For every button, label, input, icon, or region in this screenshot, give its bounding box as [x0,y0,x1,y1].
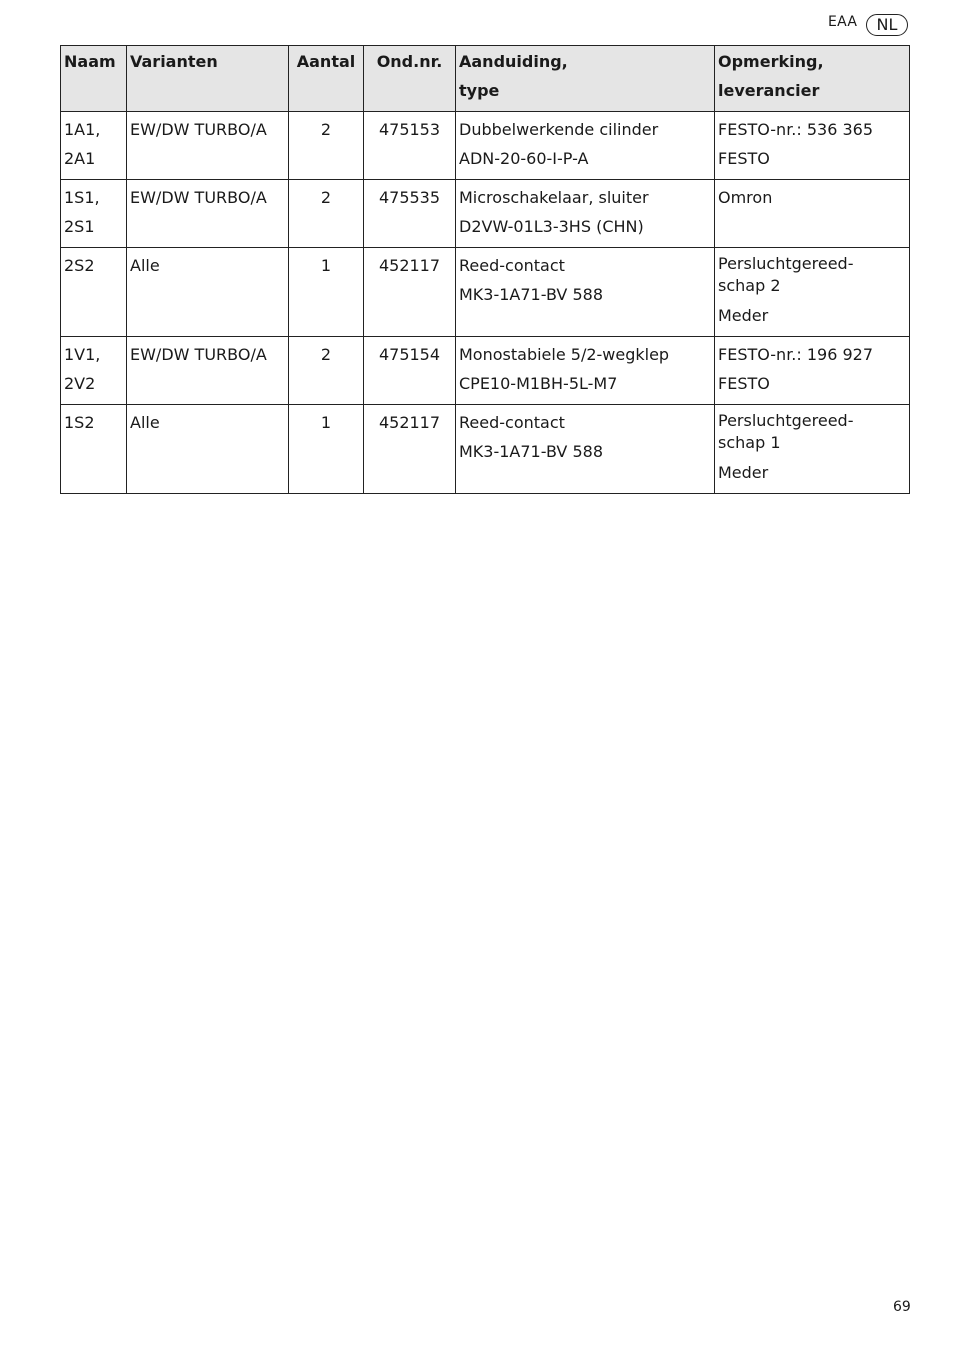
column-header-ondnr: Ond.nr. [364,46,456,112]
cell-aanduiding [456,180,715,248]
column-header-naam: Naam [61,46,127,112]
aanduiding-line2: CPE10-M1BH-5L-M7 [459,374,618,393]
cell-naam: 2S2 [61,248,127,337]
cell-opmerking [715,405,910,494]
cell-opmerking [715,180,910,248]
opmerking-line1 [718,251,906,301]
cell-naam [61,337,127,405]
table-row [61,405,910,494]
naam-line2: 2A1 [64,149,96,168]
aanduiding-line2: D2VW-01L3-3HS (CHN) [459,217,644,236]
column-header-aanduiding [456,46,715,112]
cell-aantal: 1 [289,405,364,494]
cell-naam [61,112,127,180]
opmerking-line2: Meder [718,306,769,325]
aanduiding-line1: Reed-contact [459,256,565,275]
cell-varianten: EW/DW TURBO/A [127,180,289,248]
cell-ondnr: 475153 [364,112,456,180]
cell-aanduiding [456,337,715,405]
cell-ondnr: 452117 [364,248,456,337]
cell-aanduiding [456,248,715,337]
column-header-opmerking-line1: Opmerking, [718,52,824,71]
cell-ondnr: 452117 [364,405,456,494]
cell-aanduiding [456,405,715,494]
cell-ondnr: 475154 [364,337,456,405]
cell-opmerking [715,248,910,337]
cell-aantal: 2 [289,337,364,405]
opmerking-line1a: Persluchtgereed- [718,254,854,273]
table-row [61,248,910,337]
section-tag: EAA [828,14,858,30]
language-badge: NL [866,14,908,36]
table-header-row [61,46,910,112]
column-header-opmerking-line2: leverancier [718,81,820,100]
cell-opmerking [715,337,910,405]
opmerking-line2: FESTO [718,374,770,393]
aanduiding-line1: Reed-contact [459,413,565,432]
aanduiding-line2: MK3-1A71-BV 588 [459,442,603,461]
opmerking-line1a: Persluchtgereed- [718,411,854,430]
naam-line2: 2S1 [64,217,95,236]
cell-varianten: EW/DW TURBO/A [127,337,289,405]
opmerking-line1 [718,408,906,458]
opmerking-line1: FESTO-nr.: 536 365 [718,120,874,139]
parts-table [60,45,910,494]
cell-varianten: EW/DW TURBO/A [127,112,289,180]
page-number: 69 [893,1299,911,1315]
aanduiding-line1: Microschakelaar, sluiter [459,188,649,207]
aanduiding-line1: Dubbelwerkende cilinder [459,120,659,139]
column-header-aantal: Aantal [289,46,364,112]
aanduiding-line2: ADN-20-60-I-P-A [459,149,589,168]
naam-line2: 2V2 [64,374,96,393]
opmerking-line1: Omron [718,188,773,207]
naam-line1: 1V1, [64,345,101,364]
column-header-opmerking [715,46,910,112]
column-header-varianten: Varianten [127,46,289,112]
column-header-aanduiding-line1: Aanduiding, [459,52,568,71]
naam-line1: 1S1, [64,188,100,207]
cell-varianten: Alle [127,405,289,494]
table-row [61,180,910,248]
cell-aanduiding [456,112,715,180]
cell-ondnr: 475535 [364,180,456,248]
opmerking-line2: FESTO [718,149,770,168]
cell-naam: 1S2 [61,405,127,494]
table-row [61,337,910,405]
aanduiding-line1: Monostabiele 5/2-wegklep [459,345,670,364]
column-header-aanduiding-line2: type [459,81,500,100]
cell-opmerking [715,112,910,180]
opmerking-line1b: schap 2 [718,276,781,295]
naam-line1: 1A1, [64,120,101,139]
table-row [61,112,910,180]
cell-aantal: 2 [289,180,364,248]
opmerking-line2: Meder [718,463,769,482]
cell-naam [61,180,127,248]
cell-varianten: Alle [127,248,289,337]
opmerking-line1: FESTO-nr.: 196 927 [718,345,874,364]
aanduiding-line2: MK3-1A71-BV 588 [459,285,603,304]
cell-aantal: 1 [289,248,364,337]
cell-aantal: 2 [289,112,364,180]
opmerking-line1b: schap 1 [718,433,781,452]
